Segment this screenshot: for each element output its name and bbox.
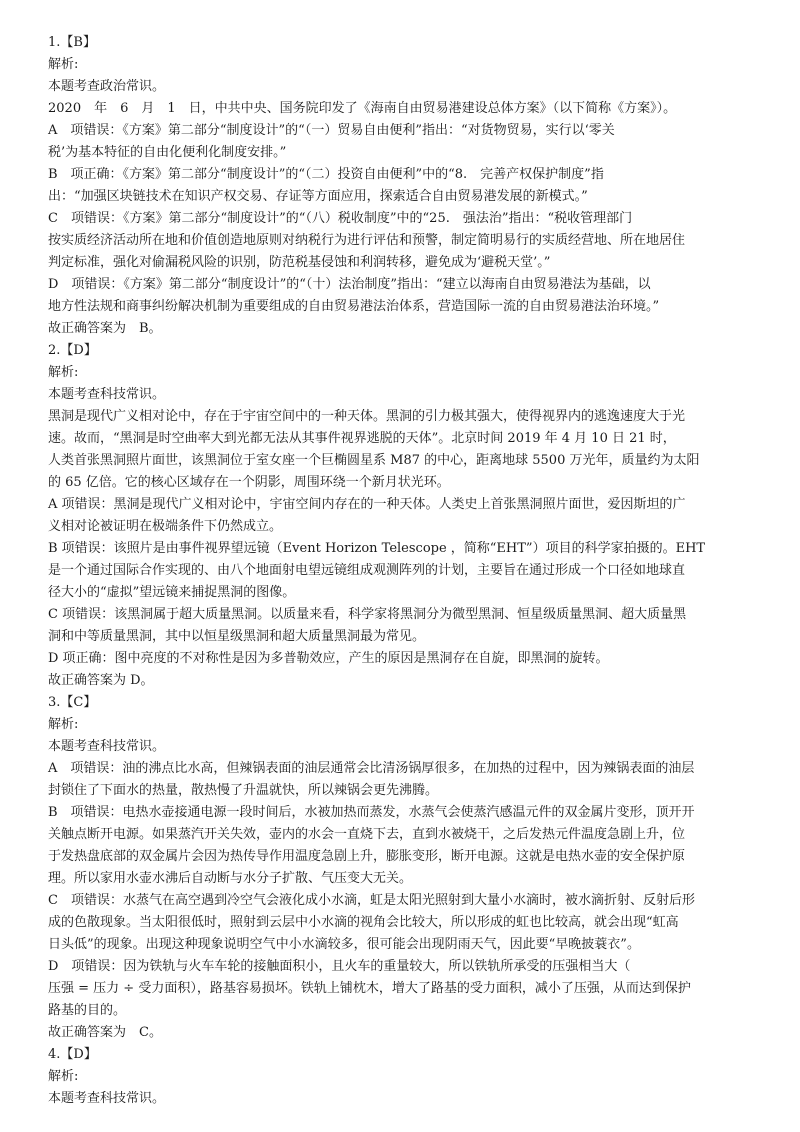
text-line: A 项错误：《方案》第二部分“制度设计”的“（一）贸易自由便利”指出：“对货物贸易，实行以‘零关 — [48, 123, 615, 138]
text-line: 3.【C】 — [48, 695, 97, 710]
text-line: 理。所以家用水壶水沸后自动断与水分子扩散、气压变大无关。 — [48, 871, 413, 886]
text-line: 的 65 亿倍。它的核心区域存在一个阴影，周围环绕一个新月状光环。 — [48, 475, 450, 490]
text-line: 税’为基本特征的自由化便利化制度安排。” — [48, 145, 287, 160]
text-line: 1.【B】 — [48, 35, 96, 50]
text-line: 人类首张黑洞照片面世，该黑洞位于室女座一个巨椭圆星系 M87 的中心，距离地球 5500 万光年，质量约为太阳 — [48, 453, 700, 468]
text-line: D 项错误：《方案》第二部分“制度设计”的“（十）法治制度”指出：“建立以海南自由贸易港法为基础，以 — [48, 277, 651, 292]
text-line: 成的色散现象。当太阳很低时，照射到云层中小水滴的视角会比较大，所以形成的虹也比较高，就会出现“虹高 — [48, 915, 679, 930]
text-line: 4.【D】 — [48, 1047, 97, 1062]
text-line: 地方性法规和商事纠纷解决机制为重要组成的自由贸易港法治体系，营造国际一流的自由贸易港法治环境。” — [48, 299, 660, 314]
text-line: 故正确答案为 D。 — [48, 673, 154, 688]
text-line: 本题考查科技常识。 — [48, 739, 166, 754]
text-line: 洞和中等质量黑洞，其中以恒星级黑洞和超大质量黑洞最为常见。 — [48, 629, 426, 644]
text-line: 本题考查科技常识。 — [48, 387, 166, 402]
text-line: 解析: — [48, 1069, 79, 1084]
text-line: C 项错误：《方案》第二部分“制度设计”的“（八）税收制度”中的“25. 强法治”指出：“税收管理部门 — [48, 211, 633, 226]
text-line: 径大小的“虚拟”望远镜来捕捉黑洞的图像。 — [48, 585, 296, 600]
text-line: 解析: — [48, 365, 79, 380]
text-line: 义相对论被证明在极端条件下仍然成立。 — [48, 519, 283, 534]
text-line: C 项错误：水蒸气在高空遇到冷空气会液化成小水滴，虹是太阳光照射到大量小水滴时，被水滴折射、反射后形 — [48, 893, 695, 908]
text-line: 故正确答案为 B。 — [48, 321, 162, 336]
text-line: 2020 年 6 月 1 日，中共中央、国务院印发了《海南自由贸易港建设总体方案》（以下简称《方案》）。 — [48, 101, 677, 116]
text-line: C 项错误：该黑洞属于超大质量黑洞。以质量来看，科学家将黑洞分为微型黑洞、恒星级质量黑洞、超大质量黑 — [48, 607, 687, 622]
text-line: 是一个通过国际合作实现的、由八个地面射电望远镜组成观测阵列的计划，主要旨在通过形成一个口径如地球直 — [48, 563, 686, 578]
text-line: D 项正确：图中亮度的不对称性是因为多普勒效应，产生的原因是黑洞存在自旋，即黑洞的旋转。 — [48, 651, 609, 666]
text-line: B 项错误：该照片是由事件视界望远镜（Event Horizon Telescope ，简称“EHT”）项目的科学家拍摄的。EHT — [48, 541, 706, 556]
text-line: D 项错误：因为铁轨与火车车轮的接触面积小，且火车的重量较大，所以铁轨所承受的压强相当大（ — [48, 959, 631, 974]
text-line: A 项错误：黑洞是现代广义相对论中，宇宙空间内存在的一种天体。人类史上首张黑洞照片面世，爱因斯坦的广 — [48, 497, 686, 512]
text-line: 路基的目的。 — [48, 1003, 127, 1018]
text-line: 日头低”的现象。出现这种现象说明空气中小水滴较多，很可能会出现阴雨天气，因此要“早晚披蓑衣”。 — [48, 937, 640, 952]
text-line: 解析: — [48, 717, 79, 732]
text-line: 于发热盘底部的双金属片会因为热传导作用温度急剧上升，膨胀变形，断开电源。这就是电热水壶的安全保护原 — [48, 849, 686, 864]
text-line: B 项正确：《方案》第二部分“制度设计”的“（二）投资自由便利”中的“8. 完善产权保护制度”指 — [48, 167, 604, 182]
text-line: 本题考查科技常识。 — [48, 1091, 166, 1106]
text-line: 压强 = 压力 ÷ 受力面积），路基容易损坏。铁轨上铺枕木，增大了路基的受力面积，减小了压强，从而达到保护 — [48, 981, 691, 996]
text-line: 速。故而，“黑洞是时空曲率大到光都无法从其事件视界逃脱的天体”。北京时间 2019 年 4 月 10 日 21 时， — [48, 431, 676, 446]
text-line: 封锁住了下面水的热量，散热慢了升温就快，所以辣锅会更先沸腾。 — [48, 783, 439, 798]
text-line: 解析: — [48, 57, 79, 72]
text-line: 黑洞是现代广义相对论中，存在于宇宙空间中的一种天体。黑洞的引力极其强大，使得视界内的逃逸速度大于光 — [48, 409, 686, 424]
text-line: 本题考查政治常识。 — [48, 79, 166, 94]
text-line: 2.【D】 — [48, 343, 97, 358]
text-line: B 项错误：电热水壶接通电源一段时间后，水被加热而蒸发，水蒸气会使蒸汽感温元件的双金属片变形，顶开开 — [48, 805, 695, 820]
text-line: 判定标准，强化对偷漏税风险的识别，防范税基侵蚀和利润转移，避免成为‘避税天堂’。” — [48, 255, 551, 270]
text-line: 关触点断开电源。如果蒸汽开关失效，壶内的水会一直烧下去，直到水被烧干，之后发热元件温度急剧上升，位 — [48, 827, 686, 842]
text-line: 按实质经济活动所在地和价值创造地原则对纳税行为进行评估和预警，制定简明易行的实质经营地、所在地居住 — [48, 233, 686, 248]
text-line: A 项错误：油的沸点比水高，但辣锅表面的油层通常会比清汤锅厚很多，在加热的过程中，因为辣锅表面的油层 — [48, 761, 695, 776]
text-line: 故正确答案为 C。 — [48, 1025, 162, 1040]
text-line: 出：“加强区块链技术在知识产权交易、存证等方面应用，探索适合自由贸易港发展的新模式。” — [48, 189, 588, 204]
